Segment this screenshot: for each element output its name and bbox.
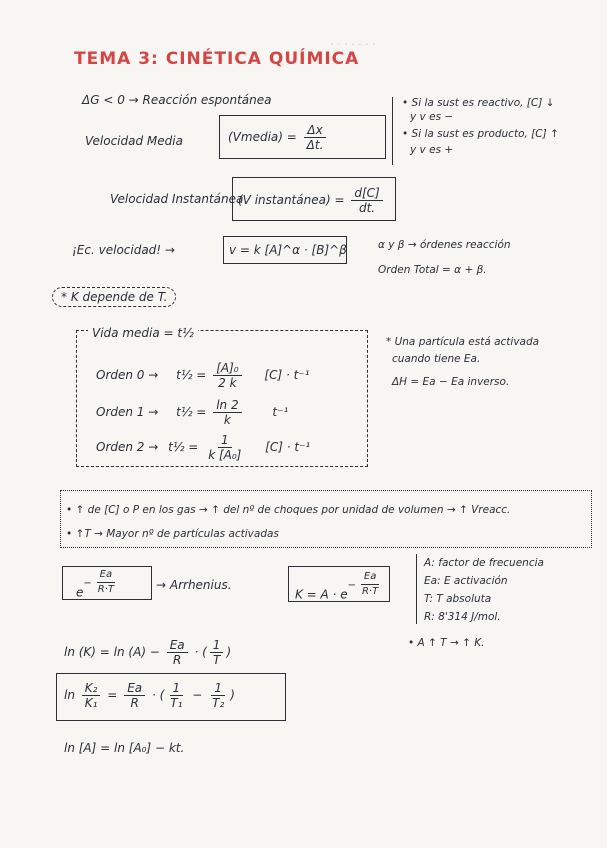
side-brace xyxy=(392,97,393,165)
note-product-2: y v es + xyxy=(410,144,454,156)
vmedia-formula: (Vmedia) = $\frac{\Delta x}{\Delta t.}$ xyxy=(228,123,329,152)
page-title: TEMA 3: CINÉTICA QUÍMICA xyxy=(74,49,360,69)
legend-note: • A ↑ T → ↑ K. xyxy=(408,637,485,649)
orden-total: Orden Total = α + β. xyxy=(378,264,487,276)
dotted-line2: • ↑T → Mayor nº de partículas activadas xyxy=(66,528,279,540)
ordenes-note: α y β → órdenes reacción xyxy=(378,239,511,251)
integrated-rate-law: ln [A] = ln [A₀] − kt. xyxy=(64,741,185,755)
legend-a: A: factor de frecuencia xyxy=(424,557,544,569)
vinst-label: Velocidad Instantánea xyxy=(110,192,244,206)
legend-ea: Ea: E activación xyxy=(424,575,508,587)
legend-brace xyxy=(416,554,417,624)
gibbs-line: ΔG < 0 → Reacción espontánea xyxy=(82,93,272,107)
legend-t: T: T absoluta xyxy=(424,593,492,605)
orden0-row: Orden 0 → t½ = $\frac{\text{[A]₀}}{2 k}$ [C] · t⁻¹ xyxy=(96,361,310,390)
arrhenius-label: → Arrhenius. xyxy=(156,578,232,592)
k-arrhenius-formula: $K = A \cdot e^{- \frac{Ea}{R\cdot T}}$ xyxy=(295,571,379,602)
activada-line3: ΔH = Ea − Ea inverso. xyxy=(392,376,510,388)
ec-velocidad-label: ¡Ec. velocidad! → xyxy=(72,243,175,257)
ec-velocidad-formula: v = k [A]^α · [B]^β xyxy=(229,243,347,257)
vida-media-heading: Vida media = t½ xyxy=(88,326,198,340)
orden2-row: Orden 2 → t½ = $\frac{1}{\text{k [A₀]}}$ [C] · t⁻¹ xyxy=(96,433,311,462)
note-reactive-1: • Si la sust es reactivo, [C] ↓ xyxy=(402,97,555,109)
vinst-formula: (V instantánea) = $\frac{d[C]}{dt.}$ xyxy=(238,186,386,215)
k-depende-oval: * K depende de T. xyxy=(52,287,176,307)
ln-k-equation: ln (K) = ln (A) − $\frac{Ea}{R}$ · ( $\frac{1}{T}$ ) xyxy=(64,638,232,667)
vmedia-label: Velocidad Media xyxy=(85,134,183,148)
bleed-through-text: · · · · · · · xyxy=(330,38,376,51)
legend-r: R: 8'314 J/mol. xyxy=(424,611,501,623)
exp-term: $e^{- \frac{Ea}{R\cdot T}}$ xyxy=(76,569,115,600)
dotted-line1: • ↑ de [C] o P en los gas → ↑ del nº de choques por unidad de volumen → ↑ Vreacc. xyxy=(66,504,511,516)
note-reactive-2: y v es − xyxy=(410,111,454,123)
ln-ratio-equation: ln $\frac{\text{K₂}}{\text{K₁}}$ = $\frac{Ea}{R}$ · ( $\frac{1}{\text{T₁}}$ − $\frac{1}{\text{T₂}}$ ) xyxy=(64,681,235,710)
activada-line2: cuando tiene Ea. xyxy=(392,353,481,365)
note-product-1: • Si la sust es producto, [C] ↑ xyxy=(402,128,559,140)
orden1-row: Orden 1 → t½ = $\frac{\ln 2}{k}$ t⁻¹ xyxy=(96,398,289,427)
activada-line1: * Una partícula está activada xyxy=(386,336,540,348)
